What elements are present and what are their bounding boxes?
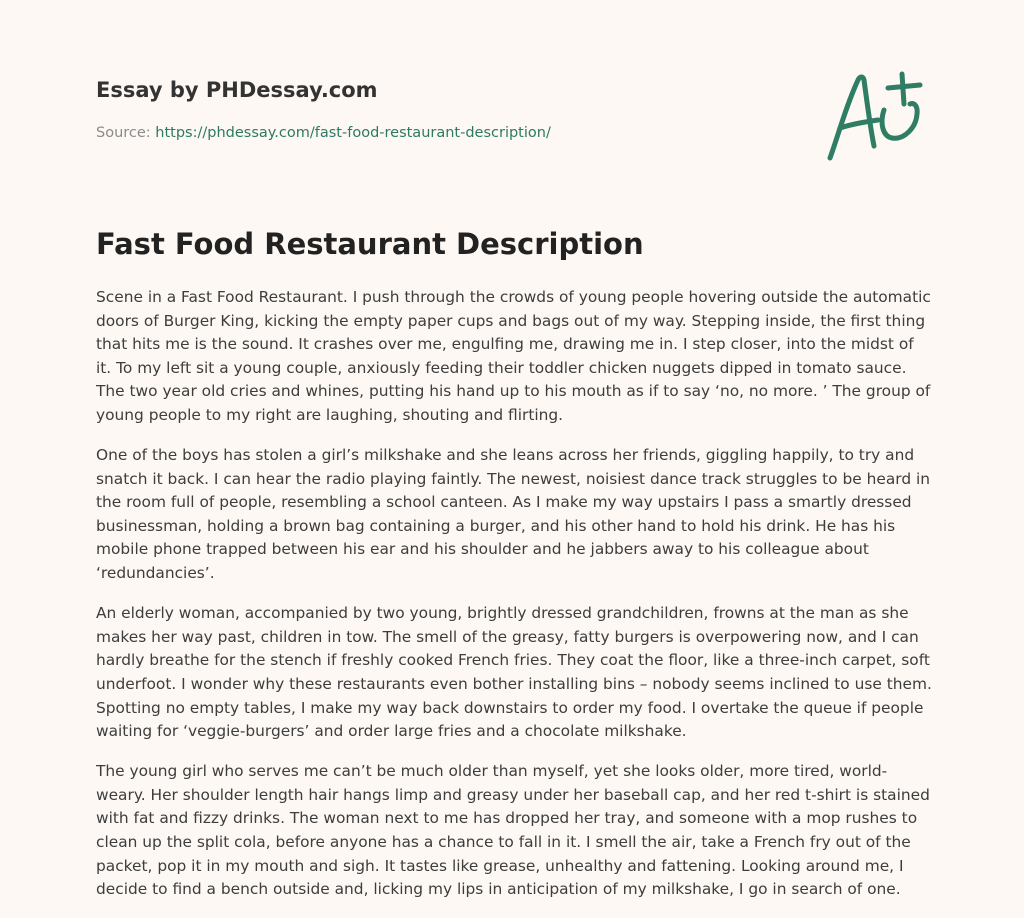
essay-body [96, 286, 932, 918]
source-label: Source: [96, 125, 156, 141]
source-link[interactable]: https://phdessay.com/fast-food-restaurant-description/ [155, 125, 551, 141]
source-line [96, 124, 736, 142]
essay-paragraph: An elderly woman, accompanied by two young, brightly dressed grandchildren, frowns at the man as she makes her way past, children in tow. The smell of the greasy, fatty burgers is overpowering now, and I can hardly breathe for the stench if freshly cooked French fries. They coat the floor, like a three-inch carpet, soft underfoot. I wonder why these restaurants even bother installing bins – nobody seems inclined to use them. Spotting no empty tables, I make my way back downstairs to order my food. I overtake the queue if people waiting for ‘veggie-burgers’ and order large fries and a chocolate milkshake. [96, 604, 932, 741]
essay-title: Fast Food Restaurant Description [96, 227, 644, 261]
site-brand: Essay by PHDessay.com [96, 78, 378, 102]
essay-paragraph: One of the boys has stolen a girl’s milkshake and she leans across her friends, giggling happily, to try and snatch it back. I can hear the radio playing faintly. The newest, noisiest dance track struggles to be heard in the room full of people, resembling a school canteen. As I make my way upstairs I pass a smartly dressed businessman, holding a brown bag containing a burger, and his other hand to hold his drink. He has his mobile phone trapped between his ear and his shoulder and he jabbers away to his colleague about ‘redundancies’. [96, 446, 931, 583]
a-plus-logo-icon [820, 66, 930, 166]
essay-paragraph: Scene in a Fast Food Restaurant. I push through the crowds of young people hovering outside the automatic doors of Burger King, kicking the empty paper cups and bags out of my way. Stepping inside, the first thing that hits me is the sound. It crashes over me, engulfing me, drawing me in. I step closer, into the midst of it. To my left sit a young couple, anxiously feeding their toddler chicken nuggets dipped in tomato sauce. The two year old cries and whines, putting his hand up to his mouth as if to say ‘no, no more. ’ The group of young people to my right are laughing, shouting and flirting. [96, 288, 931, 424]
essay-paragraph: The young girl who serves me can’t be much older than myself, yet she looks older, more tired, world-weary. Her shoulder length hair hangs limp and greasy under her baseball cap, and her red t-shirt is stained with fat and fizzy drinks. The woman next to me has dropped her tray, and someone with a mop rushes to clean up the split cola, before anyone has a chance to fall in it. I smell the air, take a French fry out of the packet, pop it in my mouth and sigh. It tastes like grease, unhealthy and fattening. Looking around me, I decide to find a bench outside and, licking my lips in anticipation of my milkshake, I go in search of one. [96, 762, 930, 899]
header [96, 76, 736, 142]
